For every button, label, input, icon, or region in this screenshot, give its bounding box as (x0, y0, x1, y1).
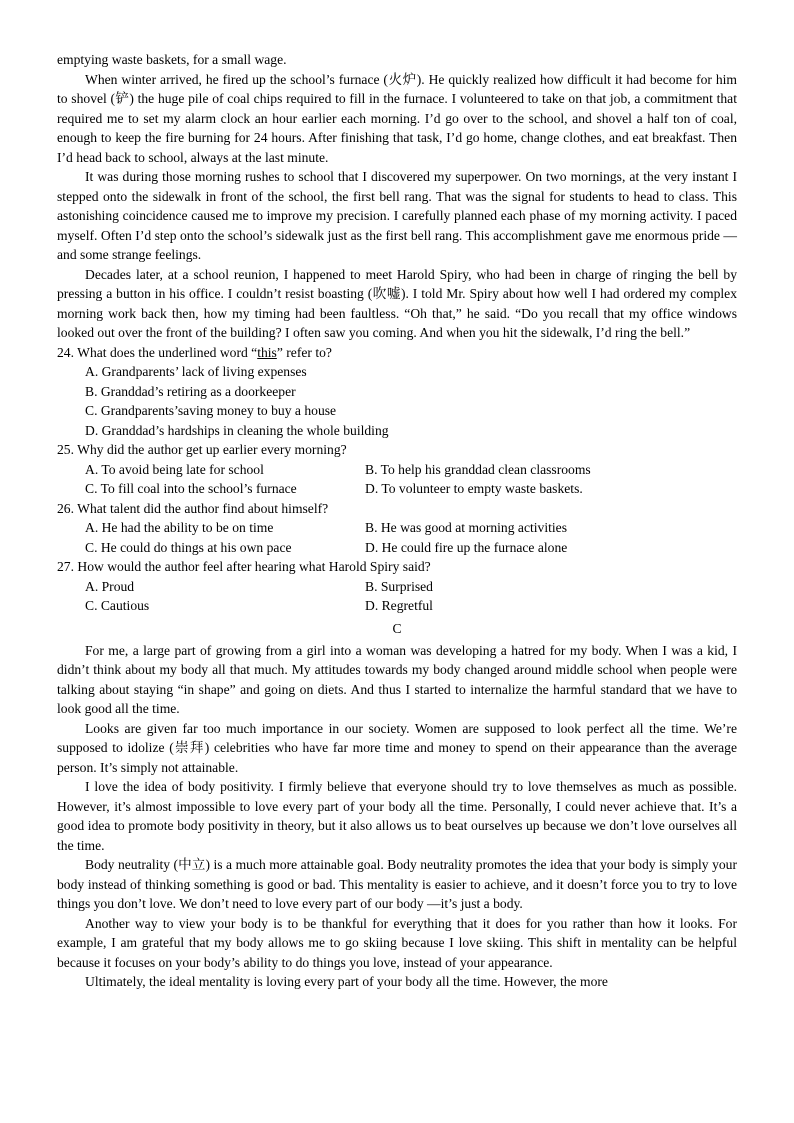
option-d[interactable]: D. To volunteer to empty waste baskets. (365, 481, 583, 496)
passage-b-paragraph-3: Decades later, at a school reunion, I happened to meet Harold Spiry, who had been in charge of ringing the bell by pressing a button in his office. I couldn’t resist boasting (吹嘘). I told Mr. Spiry about how well I had ordered my complex morning work back then, how my timing had been faultless. “Oh that,” he said. “Do you recall that my office windows looked out over the front of the building? I often saw you coming. And when you hit the sidewalk, I’d ring the bell.” (57, 266, 737, 340)
passage-c-paragraph-6: Ultimately, the ideal mentality is loving every part of your body all the time. However, the more (85, 974, 608, 989)
question-27 (57, 557, 737, 616)
options (57, 577, 737, 616)
stem-text: ” refer to? (276, 344, 332, 360)
option-a[interactable]: A. Proud (85, 578, 135, 594)
section-heading-c: C (392, 620, 402, 636)
content-column (57, 50, 737, 992)
options (57, 362, 737, 440)
option-c[interactable]: C. To fill coal into the school’s furnace (85, 481, 297, 496)
option-d[interactable]: D. Granddad’s hardships in cleaning the whole building (85, 422, 389, 438)
question-stem: 27. How would the author feel after hearing what Harold Spiry said? (57, 559, 431, 574)
question-stem (57, 343, 737, 363)
option-d[interactable]: D. Regretful (365, 598, 433, 613)
passage-c-paragraph-2: Looks are given far too much importance in our society. Women are supposed to look perfect all the time. We’re supposed to idolize (崇拜) celebrities who have far more time and money to spend on their appearance than the average person. It’s simply not attainable. (57, 720, 737, 775)
option-b[interactable]: B. To help his granddad clean classrooms (365, 461, 591, 477)
question-25 (57, 440, 737, 499)
stem-text: 24. What does the underlined word “ (57, 344, 258, 360)
option-b[interactable]: B. Surprised (365, 578, 433, 594)
passage-b-paragraph-2: It was during those morning rushes to school that I discovered my superpower. On two mornings, at the very instant I stepped onto the sidewalk in front of the school, the first bell rang. That was the signal for students to head to class. This astonishing coincidence caused me to improve my precision. I carefully planned each phase of my morning activity. I paced myself. Often I’d step onto the school’s sidewalk just as the first bell rang. This accomplishment gave me enormous pride — and some strange feelings. (57, 169, 737, 262)
option-a[interactable]: A. He had the ability to be on time (85, 520, 274, 535)
options (57, 518, 737, 557)
option-c[interactable]: C. Cautious (85, 598, 150, 613)
passage-b-paragraph-0: emptying waste baskets, for a small wage. (57, 52, 287, 67)
question-stem: 26. What talent did the author find about himself? (57, 500, 329, 516)
option-a[interactable]: A. Grandparents’ lack of living expenses (85, 364, 307, 379)
passage-c-paragraph-1: For me, a large part of growing from a girl into a woman was developing a hatred for my body. When I was a kid, I didn’t think about my body all that much. My attitudes towards my body changed around middle school when people were talking about staying “in shape” and going on diets. And thus I started to internalize the harmful standard that we have to look good all the time. (57, 642, 737, 716)
question-26 (57, 499, 737, 558)
passage-c-paragraph-4: Body neutrality (中立) is a much more attainable goal. Body neutrality promotes the idea that your body is simply your body instead of thinking something is good or bad. This mentality is easier to achieve, and it doesn’t force you to try to love things you don’t love. We don’t need to love every part of our body —it’s just a body. (57, 857, 737, 911)
option-d[interactable]: D. He could fire up the furnace alone (365, 539, 568, 555)
question-24 (57, 343, 737, 441)
option-c[interactable]: C. He could do things at his own pace (85, 539, 292, 555)
option-a[interactable]: A. To avoid being late for school (85, 461, 264, 477)
option-c[interactable]: C. Grandparents’saving money to buy a house (85, 403, 337, 418)
passage-c-paragraph-3: I love the idea of body positivity. I firmly believe that everyone should try to love themselves as much as possible. However, it’s almost impossible to love every part of your body all the time. Personally, I could never achieve that. It’s a good idea to promote body positivity in theory, but it also allows us to beat ourselves up because we don’t love ourselves all the time. (57, 779, 737, 853)
options (57, 460, 737, 499)
underlined-word: this (257, 344, 277, 360)
option-b[interactable]: B. Granddad’s retiring as a doorkeeper (85, 383, 296, 399)
question-stem: 25. Why did the author get up earlier every morning? (57, 442, 347, 457)
passage-b-paragraph-1: When winter arrived, he fired up the school’s furnace (火炉). He quickly realized how difficult it had become for him to shovel (铲) the huge pile of coal chips required to fill in the furnace. I volunteered to take on that job, a commitment that required me to set my alarm clock an hour earlier each morning. I’d go over to the school, and shovel a half ton of coal, enough to keep the fire burning for 24 hours. After finishing that task, I’d go home, change clothes, and eat breakfast. Then I’d head back to school, always at the last minute. (57, 71, 737, 165)
option-b[interactable]: B. He was good at morning activities (365, 520, 567, 535)
passage-c-paragraph-5: Another way to view your body is to be thankful for everything that it does for you rather than how it looks. For example, I am grateful that my body allows me to go skiing because I love skiing. This shift in mentality can be helpful because it focuses on your body’s ability to do things you love, instead of your appearance. (57, 915, 737, 970)
